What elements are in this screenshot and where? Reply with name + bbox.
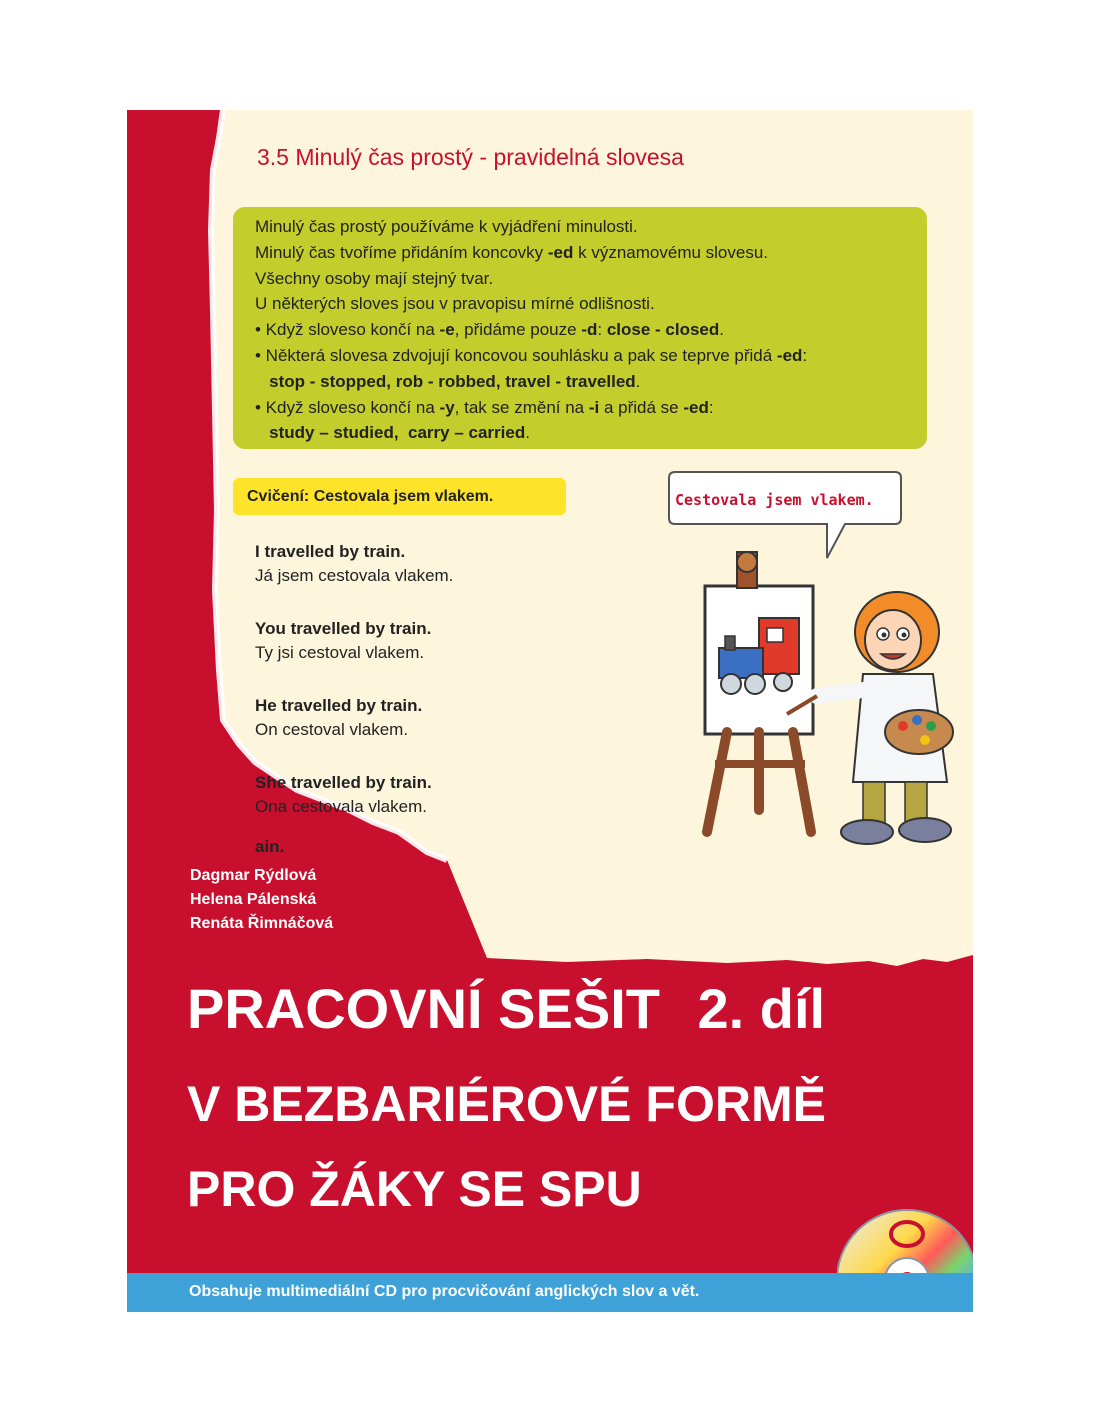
speech-bubble: Cestovala jsem vlakem. [675,491,874,509]
title-line-3: PRO ŽÁKY SE SPU [187,1161,642,1217]
section-heading: 3.5 Minulý čas prostý - pravidelná slovesa [257,144,684,170]
rule-line [255,320,724,340]
rule-bold-text: -ed [683,397,709,417]
rule-text: : [708,397,714,417]
book-cover [127,110,973,1312]
rule-text: • Když sloveso končí na [255,320,440,340]
rule-line [255,243,768,263]
footer-banner [127,1273,973,1312]
author-1: Dagmar Rýdlová [190,867,317,884]
exercise-czech: Já jsem cestovala vlakem. [255,566,454,585]
rule-bold-text: -y [439,397,455,417]
rule-line [255,372,640,392]
author-2: Helena Pálenská [190,891,317,908]
rule-text: U některých sloves jsou v pravopisu mírné odlišnosti. [255,294,655,314]
rule-text: . [719,320,724,340]
exercise-czech: Ona cestovala vlakem. [255,797,427,816]
rule-text: a přidá se [599,397,684,417]
rule-text: Minulý čas tvoříme přidáním koncovky [255,242,548,262]
rule-line [255,423,530,443]
exercise-czech: On cestoval vlakem. [255,720,409,739]
rule-text: • Některá slovesa zdvojují koncovou souhlásku a pak se teprve přidá [255,346,777,365]
rule-text: • Když sloveso končí na [255,397,440,417]
title-main: PRACOVNÍ SEŠIT [187,977,660,1040]
rule-text: : [597,320,607,340]
rule-bold-text: -i [588,397,600,417]
rule-bold-text: stop - stopped, rob - robbed, travel - travelled [255,371,636,391]
rule-line [255,398,714,418]
rule-line [255,269,493,289]
rule-text: k významovému slovesu. [573,242,769,262]
rule-bold-text: study – studied, carry – carried [255,423,526,443]
title-line-2: V BEZBARIÉROVÉ FORMĚ [187,1076,826,1132]
exercise-english: He travelled by train. [255,696,423,715]
rule-text: : [802,346,808,365]
footer-text: Obsahuje multimediální CD pro procvičování anglických slov a vět. [189,1283,700,1300]
rule-text: . [525,423,530,443]
rule-bold-text: -e [439,320,455,340]
rule-line [255,294,655,314]
rule-bold-text: close - closed [606,320,720,340]
author-3: Renáta Řimnáčová [190,915,334,932]
girl-painting-train-icon [667,470,967,860]
rule-text: , tak se změní na [454,397,589,417]
rule-text: . [635,371,641,391]
title-line-1 [187,976,825,1041]
rule-line [255,346,807,366]
title-volume: 2. díl [697,977,826,1040]
rule-line [255,217,638,237]
rule-text: Všechny osoby mají stejný tvar. [255,268,494,288]
partial-line: ain. [255,837,285,856]
rule-text: , přidáme pouze [454,320,582,340]
exercise-english: You travelled by train. [255,619,432,638]
rule-text: Minulý čas prostý používáme k vyjádření minulosti. [255,217,638,236]
rule-bold-text: -ed [547,242,574,262]
exercise-english: I travelled by train. [255,542,406,561]
rule-bold-text: -d [581,320,598,340]
exercise-english: She travelled by train. [255,773,432,792]
rule-bold-text: -ed [776,346,803,365]
grammar-rules-box [233,207,927,449]
exercise-czech: Ty jsi cestoval vlakem. [255,643,425,662]
exercise-label: Cvičení: Cestovala jsem vlakem. [233,478,566,515]
